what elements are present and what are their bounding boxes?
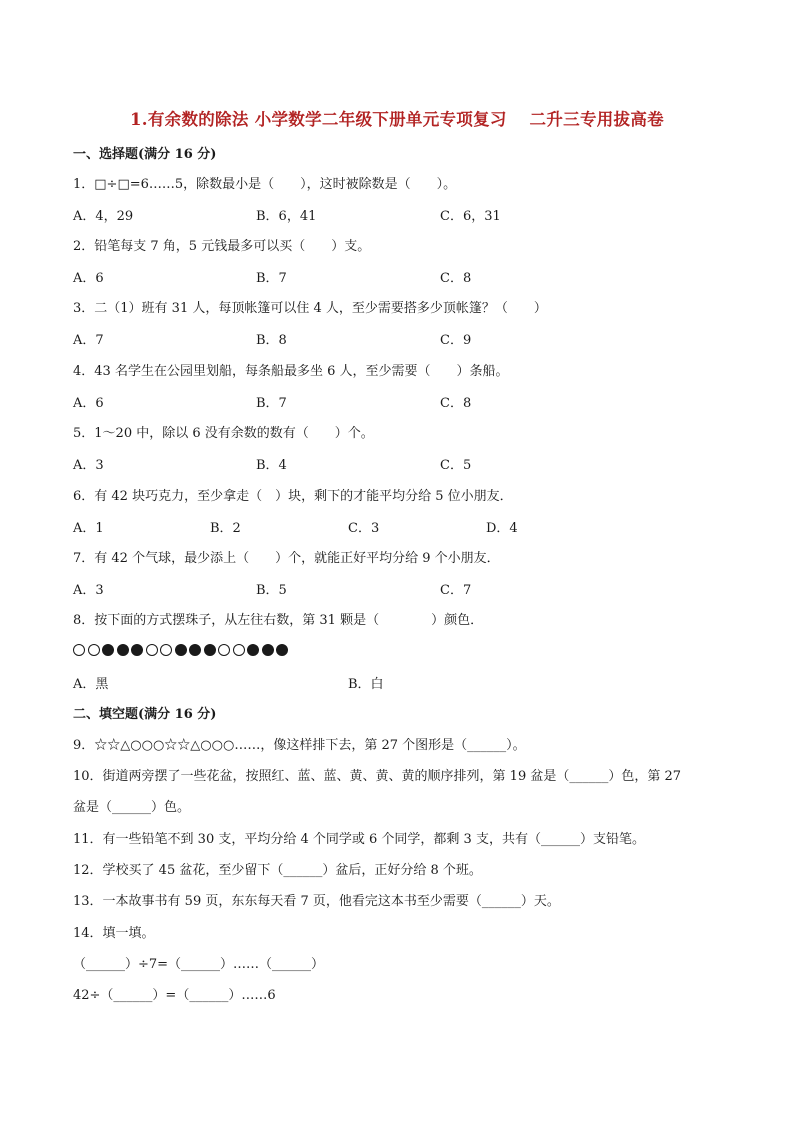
question-stem: 1．□÷□=6……5，除数最小是（ ），这时被除数是（ ）。: [73, 177, 457, 192]
black-bead: [262, 644, 274, 656]
fill-question: 14．填一填。: [73, 926, 155, 941]
black-bead: [117, 644, 129, 656]
white-bead: [218, 644, 230, 656]
white-bead: [233, 644, 245, 656]
option: C．9: [440, 333, 472, 348]
option: B．2: [210, 521, 241, 536]
page-title: 1.有余数的除法 小学数学二年级下册单元专项复习 二升三专用拔高卷: [130, 110, 664, 129]
section-heading-choice: 一、选择题(满分 16 分): [73, 147, 217, 162]
question-stem: 4．43 名学生在公园里划船，每条船最多坐 6 人，至少需要（ ）条船。: [73, 364, 509, 379]
black-bead: [175, 644, 187, 656]
white-bead: [88, 644, 100, 656]
option: A．黑: [73, 677, 109, 692]
option: D．4: [486, 521, 518, 536]
option: B．7: [256, 271, 287, 286]
black-bead: [102, 644, 114, 656]
question-stem: 6．有 42 块巧克力，至少拿走（ ）块，剩下的才能平均分给 5 位小朋友．: [73, 489, 513, 504]
question-stem: 8．按下面的方式摆珠子，从左往右数，第 31 颗是（ ）颜色．: [73, 613, 484, 628]
option: C．8: [440, 396, 472, 411]
option: A．6: [73, 271, 104, 286]
option: C．6，31: [440, 209, 501, 224]
option: B．5: [256, 583, 287, 598]
white-bead: [160, 644, 172, 656]
option: A．7: [73, 333, 104, 348]
question-stem: 3．二（1）班有 31 人，每顶帐篷可以住 4 人，至少需要搭多少顶帐篷？（ ）: [73, 301, 547, 316]
option: A．3: [73, 458, 104, 473]
fill-question: 13．一本故事书有 59 页，东东每天看 7 页，他看完这本书至少需要（______）天。: [73, 894, 560, 909]
bead-pattern: [73, 644, 290, 656]
option: B．白: [348, 677, 384, 692]
fill-question: 11．有一些铅笔不到 30 支，平均分给 4 个同学或 6 个同学，都剩 3 支，共有（______）支铅笔。: [73, 832, 645, 847]
option: C．5: [440, 458, 472, 473]
division-blank-row: （______）÷7=（______）……（______）: [73, 957, 325, 972]
black-bead: [204, 644, 216, 656]
fill-question: 12．学校买了 45 盆花，至少留下（______）盆后，正好分给 8 个班。: [73, 863, 482, 878]
question-stem: 2．铅笔每支 7 角，5 元钱最多可以买（ ）支。: [73, 239, 371, 254]
white-bead: [73, 644, 85, 656]
option: C．7: [440, 583, 472, 598]
option: C．8: [440, 271, 472, 286]
black-bead: [131, 644, 143, 656]
option: A．4，29: [73, 209, 134, 224]
option: A．1: [73, 521, 104, 536]
fill-question: 9．☆☆△○○○☆☆△○○○……，像这样排下去，第 27 个图形是（______）。: [73, 738, 526, 753]
question-stem: 5．1～20 中，除以 6 没有余数的数有（ ）个。: [73, 426, 374, 441]
option: B．8: [256, 333, 287, 348]
white-bead: [146, 644, 158, 656]
option: C．3: [348, 521, 380, 536]
fill-question-continued: 盆是（______）色。: [73, 800, 191, 815]
option: B．6，41: [256, 209, 317, 224]
division-blank-row: 42÷（______）=（______）……6: [73, 988, 276, 1003]
black-bead: [247, 644, 259, 656]
section-heading-fill: 二、填空题(满分 16 分): [73, 707, 217, 722]
question-stem: 7．有 42 个气球，最少添上（ ）个，就能正好平均分给 9 个小朋友．: [73, 551, 500, 566]
option: A．3: [73, 583, 104, 598]
black-bead: [276, 644, 288, 656]
option: B．4: [256, 458, 287, 473]
option: B．7: [256, 396, 287, 411]
black-bead: [189, 644, 201, 656]
fill-question: 10．街道两旁摆了一些花盆，按照红、蓝、蓝、黄、黄、黄的顺序排列，第 19 盆是（______）色，第 27: [73, 769, 682, 784]
option: A．6: [73, 396, 104, 411]
